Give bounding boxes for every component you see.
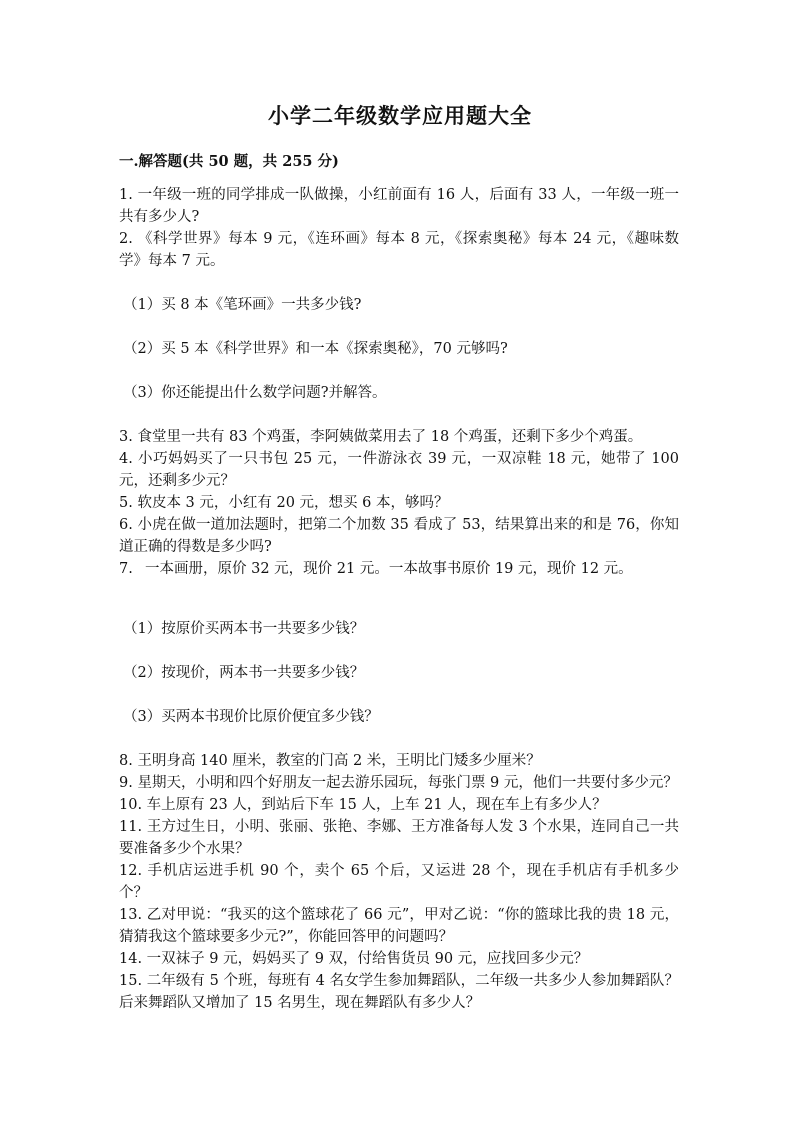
question-5: 5. 软皮本 3 元，小红有 20 元，想买 6 本，够吗？ [119,495,449,511]
question-2-sub-1: （1）买 8 本《笔环画》一共多少钱? [123,297,362,313]
question-7-sub-2: （2）按现价，两本书一共要多少钱？ [123,665,365,681]
question-13: 13. 乙对甲说：“我买的这个篮球花了 66 元”，甲对乙说：“你的篮球比我的贵 18 元，猜猜我这个篮球要多少元?”，你能回答甲的问题吗？ [119,907,679,945]
question-2-sub-2: （2）买 5 本《科学世界》和一本《探索奥秘》，70 元够吗? [123,341,508,357]
question-1: 1. 一年级一班的同学排成一队做操，小红前面有 16 人，后面有 33 人，一年级一班一共有多少人? [119,187,679,225]
question-10: 10. 车上原有 23 人，到站后下车 15 人，上车 21 人，现在车上有多少人？ [119,797,607,813]
page-title: 小学二年级数学应用题大全 [268,103,532,128]
question-7-text: 一本画册，原价 32 元，现价 21 元。一本故事书原价 19 元，现价 12 元。 [145,561,633,577]
question-4: 4. 小巧妈妈买了一只书包 25 元，一件游泳衣 39 元，一双凉鞋 18 元，她带了 100 元，还剩多少元？ [119,451,679,489]
question-7-number: 7. [119,561,133,577]
question-7-sub-3: （3）买两本书现价比原价便宜多少钱？ [123,709,379,725]
question-14: 14. 一双袜子 9 元，妈妈买了 9 双，付给售货员 90 元，应找回多少元？ [119,951,589,967]
question-2-sub-3: （3）你还能提出什么数学问题?并解答。 [123,385,387,401]
question-9: 9. 星期天，小明和四个好朋友一起去游乐园玩，每张门票 9 元，他们一共要付多少元？ [119,775,678,791]
section-heading: 一.解答题(共 50 题，共 255 分) [119,153,339,170]
question-11: 11. 王方过生日，小明、张丽、张艳、李娜、王方准备每人发 3 个水果，连同自己一共要准备多少个水果？ [119,819,679,857]
question-2: 2. 《科学世界》每本 9 元，《连环画》每本 8 元，《探索奥秘》每本 24 元，《趣味数学》每本 7 元。 [119,231,679,269]
question-15: 15. 二年级有 5 个班，每班有 4 名女学生参加舞蹈队，二年级一共多少人参加舞蹈队？后来舞蹈队又增加了 15 名男生，现在舞蹈队有多少人？ [119,973,679,1011]
question-6: 6. 小虎在做一道加法题时，把第二个加数 35 看成了 53，结果算出来的和是 76，你知道正确的得数是多少吗? [119,517,679,555]
question-3: 3. 食堂里一共有 83 个鸡蛋，李阿姨做菜用去了 18 个鸡蛋，还剩下多少个鸡蛋。 [119,429,643,445]
question-12: 12. 手机店运进手机 90 个，卖个 65 个后，又运进 28 个，现在手机店有手机多少个？ [119,863,679,901]
question-7-sub-1: （1）按原价买两本书一共要多少钱？ [123,621,365,637]
question-8: 8. 王明身高 140 厘米，教室的门高 2 米，王明比门矮多少厘米？ [119,753,541,769]
question-7 [119,558,679,580]
question-list [119,184,679,1014]
